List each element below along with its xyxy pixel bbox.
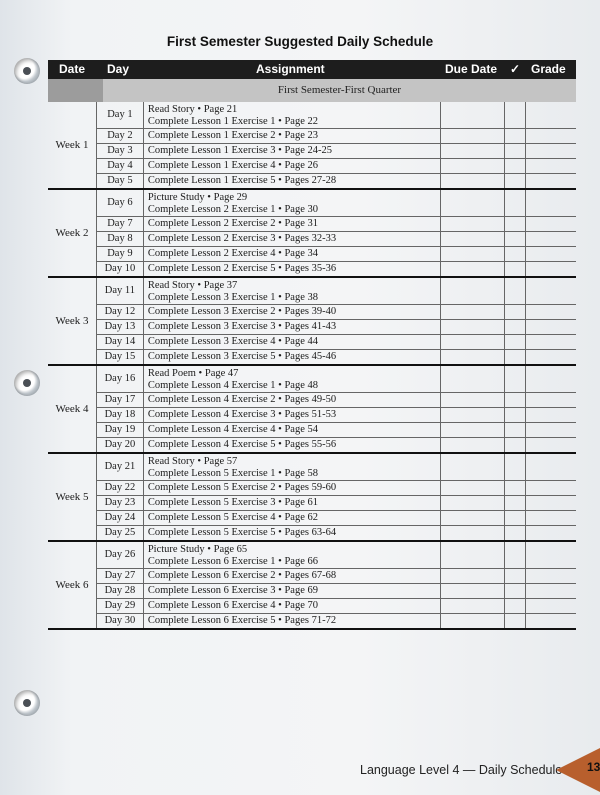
day-cell: Day 23	[96, 496, 143, 510]
assignment-line: Complete Lesson 1 Exercise 2 • Page 23	[147, 130, 318, 141]
due-date-cell[interactable]	[440, 614, 505, 628]
page-title: First Semester Suggested Daily Schedule	[166, 34, 434, 49]
assignment-cell	[143, 438, 440, 452]
due-date-cell[interactable]	[440, 102, 505, 128]
check-cell[interactable]	[504, 174, 525, 188]
week-group	[48, 454, 576, 542]
assignment-cell	[143, 335, 440, 349]
assignment-cell	[143, 423, 440, 437]
assignment-line: Complete Lesson 2 Exercise 4 • Page 34	[147, 248, 318, 259]
week-group	[48, 102, 576, 190]
assignment-line: Complete Lesson 1 Exercise 5 • Pages 27-28	[147, 175, 337, 186]
day-cell: Day 12	[96, 305, 143, 319]
week-label: Week 5	[55, 491, 89, 503]
check-cell[interactable]	[504, 320, 525, 334]
grade-cell[interactable]	[525, 190, 576, 216]
assignment-cell	[143, 599, 440, 613]
day-cell: Day 28	[96, 584, 143, 598]
table-row	[96, 569, 576, 584]
assignment-line: Complete Lesson 5 Exercise 5 • Pages 63-64	[147, 527, 337, 538]
day-cell: Day 19	[96, 423, 143, 437]
assignment-line: Complete Lesson 1 Exercise 4 • Page 26	[147, 160, 318, 171]
check-cell[interactable]	[504, 159, 525, 173]
day-cell: Day 30	[96, 614, 143, 628]
check-cell[interactable]	[504, 542, 525, 568]
check-cell[interactable]	[504, 278, 525, 304]
table-row	[96, 278, 576, 305]
grade-cell[interactable]	[525, 262, 576, 276]
assignment-cell	[143, 247, 440, 261]
due-date-cell[interactable]	[440, 247, 505, 261]
table-row	[96, 129, 576, 144]
assignment-line: Complete Lesson 5 Exercise 4 • Page 62	[147, 512, 318, 523]
due-date-cell[interactable]	[440, 144, 505, 158]
day-cell: Day 22	[96, 481, 143, 495]
day-cell: Day 3	[96, 144, 143, 158]
table-row	[96, 614, 576, 628]
due-date-cell[interactable]	[440, 511, 505, 525]
day-cell: Day 20	[96, 438, 143, 452]
week-group	[48, 366, 576, 454]
check-cell[interactable]	[504, 102, 525, 128]
assignment-cell	[143, 569, 440, 583]
assignment-line: Complete Lesson 4 Exercise 2 • Pages 49-50	[147, 394, 337, 405]
table-row	[96, 335, 576, 350]
assignment-line: Complete Lesson 4 Exercise 3 • Pages 51-53	[147, 409, 337, 420]
due-date-cell[interactable]	[440, 496, 505, 510]
check-cell[interactable]	[504, 454, 525, 480]
binder-hole-icon	[23, 699, 31, 707]
due-date-cell[interactable]	[440, 262, 505, 276]
grade-cell[interactable]	[525, 278, 576, 304]
assignment-line: Complete Lesson 2 Exercise 2 • Page 31	[147, 218, 318, 229]
assignment-cell	[143, 496, 440, 510]
grade-cell[interactable]	[525, 511, 576, 525]
grade-cell[interactable]	[525, 144, 576, 158]
table-row	[96, 366, 576, 393]
due-date-cell[interactable]	[440, 320, 505, 334]
grade-cell[interactable]	[525, 393, 576, 407]
day-cell: Day 7	[96, 217, 143, 231]
table-row	[96, 423, 576, 438]
table-row	[96, 408, 576, 423]
assignment-line: Complete Lesson 1 Exercise 1 • Page 22	[147, 116, 318, 127]
check-cell[interactable]	[504, 614, 525, 628]
due-date-cell[interactable]	[440, 217, 505, 231]
assignment-line: Complete Lesson 4 Exercise 4 • Page 54	[147, 424, 318, 435]
assignment-cell	[143, 159, 440, 173]
grade-cell[interactable]	[525, 159, 576, 173]
assignment-line: Complete Lesson 5 Exercise 1 • Page 58	[147, 468, 318, 479]
assignment-line: Complete Lesson 4 Exercise 1 • Page 48	[147, 380, 318, 391]
assignment-line: Complete Lesson 6 Exercise 3 • Page 69	[147, 585, 318, 596]
header-date: Date	[59, 62, 86, 76]
table-header	[48, 60, 576, 79]
check-cell[interactable]	[504, 423, 525, 437]
due-date-cell[interactable]	[440, 350, 505, 364]
table-row	[96, 542, 576, 569]
week-group	[48, 278, 576, 366]
header-assignment: Assignment	[256, 62, 325, 76]
assignment-line: Complete Lesson 1 Exercise 3 • Page 24-25	[147, 145, 332, 156]
due-date-cell[interactable]	[440, 408, 505, 422]
assignment-cell	[143, 262, 440, 276]
assignment-cell	[143, 393, 440, 407]
check-cell[interactable]	[504, 335, 525, 349]
day-cell: Day 9	[96, 247, 143, 261]
due-date-cell[interactable]	[440, 190, 505, 216]
week-label: Week 6	[55, 579, 89, 591]
table-row	[96, 320, 576, 335]
table-row	[96, 481, 576, 496]
page-footer: Language Level 4 — Daily Schedule	[360, 763, 563, 777]
due-date-cell[interactable]	[440, 232, 505, 246]
due-date-cell[interactable]	[440, 526, 505, 540]
assignment-cell	[143, 190, 440, 216]
grade-cell[interactable]	[525, 335, 576, 349]
day-cell: Day 16	[96, 366, 143, 392]
check-cell[interactable]	[504, 129, 525, 143]
grade-cell[interactable]	[525, 366, 576, 392]
table-row	[96, 350, 576, 364]
assignment-line: Read Story • Page 21	[147, 104, 238, 115]
table-row	[96, 393, 576, 408]
grade-cell[interactable]	[525, 526, 576, 540]
table-row	[96, 144, 576, 159]
assignment-cell	[143, 454, 440, 480]
assignment-line: Complete Lesson 5 Exercise 3 • Page 61	[147, 497, 318, 508]
table-row	[96, 511, 576, 526]
due-date-cell[interactable]	[440, 481, 505, 495]
day-cell: Day 8	[96, 232, 143, 246]
grade-cell[interactable]	[525, 350, 576, 364]
table-row	[96, 232, 576, 247]
check-cell[interactable]	[504, 599, 525, 613]
week-group	[48, 190, 576, 278]
assignment-cell	[143, 102, 440, 128]
check-cell[interactable]	[504, 247, 525, 261]
check-cell[interactable]	[504, 496, 525, 510]
quarter-band	[48, 79, 576, 102]
assignment-line: Complete Lesson 3 Exercise 1 • Page 38	[147, 292, 318, 303]
grade-cell[interactable]	[525, 217, 576, 231]
table-row	[96, 438, 576, 452]
assignment-line: Complete Lesson 5 Exercise 2 • Pages 59-60	[147, 482, 337, 493]
grade-cell[interactable]	[525, 174, 576, 188]
binder-hole-middle	[14, 370, 40, 396]
day-cell: Day 4	[96, 159, 143, 173]
table-row	[96, 599, 576, 614]
check-cell[interactable]	[504, 393, 525, 407]
due-date-cell[interactable]	[440, 542, 505, 568]
day-cell: Day 2	[96, 129, 143, 143]
day-cell: Day 11	[96, 278, 143, 304]
week-label: Week 2	[55, 227, 89, 239]
due-date-cell[interactable]	[440, 159, 505, 173]
day-cell: Day 25	[96, 526, 143, 540]
due-date-cell[interactable]	[440, 438, 505, 452]
check-cell[interactable]	[504, 481, 525, 495]
grade-cell[interactable]	[525, 614, 576, 628]
assignment-line: Complete Lesson 3 Exercise 4 • Page 44	[147, 336, 318, 347]
assignment-line: Complete Lesson 3 Exercise 5 • Pages 45-46	[147, 351, 337, 362]
assignment-line: Complete Lesson 6 Exercise 4 • Page 70	[147, 600, 318, 611]
grade-cell[interactable]	[525, 305, 576, 319]
check-cell[interactable]	[504, 438, 525, 452]
check-cell[interactable]	[504, 217, 525, 231]
check-cell[interactable]	[504, 262, 525, 276]
table-row	[96, 102, 576, 129]
due-date-cell[interactable]	[440, 454, 505, 480]
grade-cell[interactable]	[525, 423, 576, 437]
assignment-cell	[143, 305, 440, 319]
due-date-cell[interactable]	[440, 335, 505, 349]
check-cell[interactable]	[504, 366, 525, 392]
grade-cell[interactable]	[525, 438, 576, 452]
day-cell: Day 1	[96, 102, 143, 128]
day-cell: Day 21	[96, 454, 143, 480]
table-row	[96, 584, 576, 599]
check-cell[interactable]	[504, 305, 525, 319]
quarter-label: First Semester-First Quarter	[103, 79, 576, 102]
page-number: 13	[587, 760, 600, 774]
day-cell: Day 5	[96, 174, 143, 188]
check-cell[interactable]	[504, 190, 525, 216]
due-date-cell[interactable]	[440, 174, 505, 188]
week-group	[48, 542, 576, 630]
day-cell: Day 27	[96, 569, 143, 583]
grade-cell[interactable]	[525, 247, 576, 261]
check-cell[interactable]	[504, 232, 525, 246]
assignment-line: Complete Lesson 2 Exercise 3 • Pages 32-33	[147, 233, 337, 244]
assignment-line: Complete Lesson 2 Exercise 1 • Page 30	[147, 204, 318, 215]
due-date-cell[interactable]	[440, 599, 505, 613]
day-cell: Day 29	[96, 599, 143, 613]
grade-cell[interactable]	[525, 569, 576, 583]
day-cell: Day 18	[96, 408, 143, 422]
check-cell[interactable]	[504, 350, 525, 364]
assignment-line: Complete Lesson 3 Exercise 3 • Pages 41-43	[147, 321, 337, 332]
day-cell: Day 10	[96, 262, 143, 276]
binder-hole-icon	[23, 67, 31, 75]
assignment-line: Complete Lesson 2 Exercise 5 • Pages 35-36	[147, 263, 337, 274]
grade-cell[interactable]	[525, 129, 576, 143]
table-row	[96, 190, 576, 217]
assignment-cell	[143, 614, 440, 628]
check-cell[interactable]	[504, 526, 525, 540]
table-row	[96, 454, 576, 481]
assignment-cell	[143, 217, 440, 231]
table-row	[96, 217, 576, 232]
table-row	[96, 174, 576, 188]
grade-cell[interactable]	[525, 599, 576, 613]
grade-cell[interactable]	[525, 232, 576, 246]
day-cell: Day 15	[96, 350, 143, 364]
binder-hole-icon	[23, 379, 31, 387]
assignment-line: Read Poem • Page 47	[147, 368, 239, 379]
binder-hole-top	[14, 58, 40, 84]
header-grade: Grade	[531, 62, 566, 76]
assignment-cell	[143, 366, 440, 392]
assignment-line: Read Story • Page 57	[147, 456, 238, 467]
assignment-cell	[143, 481, 440, 495]
header-day: Day	[107, 62, 130, 76]
day-cell: Day 13	[96, 320, 143, 334]
day-cell: Day 24	[96, 511, 143, 525]
assignment-cell	[143, 278, 440, 304]
due-date-cell[interactable]	[440, 366, 505, 392]
day-cell: Day 26	[96, 542, 143, 568]
table-row	[96, 496, 576, 511]
day-cell: Day 14	[96, 335, 143, 349]
day-cell: Day 6	[96, 190, 143, 216]
assignment-line: Read Story • Page 37	[147, 280, 238, 291]
assignment-cell	[143, 511, 440, 525]
assignment-line: Picture Study • Page 65	[147, 544, 248, 555]
assignment-line: Complete Lesson 6 Exercise 1 • Page 66	[147, 556, 318, 567]
week-label: Week 1	[55, 139, 89, 151]
due-date-cell[interactable]	[440, 278, 505, 304]
assignment-cell	[143, 129, 440, 143]
grade-cell[interactable]	[525, 542, 576, 568]
assignment-cell	[143, 526, 440, 540]
due-date-cell[interactable]	[440, 129, 505, 143]
assignment-line: Complete Lesson 6 Exercise 5 • Pages 71-72	[147, 615, 337, 626]
grade-cell[interactable]	[525, 102, 576, 128]
week-label: Week 4	[55, 403, 89, 415]
check-cell[interactable]	[504, 144, 525, 158]
assignment-cell	[143, 320, 440, 334]
header-due-date: Due Date	[445, 62, 498, 76]
header-check: ✓	[510, 62, 521, 76]
week-label: Week 3	[55, 315, 89, 327]
table-row	[96, 247, 576, 262]
grade-cell[interactable]	[525, 496, 576, 510]
assignment-line: Picture Study • Page 29	[147, 192, 248, 203]
grade-cell[interactable]	[525, 454, 576, 480]
assignment-cell	[143, 542, 440, 568]
table-row	[96, 262, 576, 276]
table-row	[96, 159, 576, 174]
check-cell[interactable]	[504, 408, 525, 422]
grade-cell[interactable]	[525, 408, 576, 422]
day-cell: Day 17	[96, 393, 143, 407]
check-cell[interactable]	[504, 511, 525, 525]
check-cell[interactable]	[504, 569, 525, 583]
table-row	[96, 305, 576, 320]
assignment-cell	[143, 174, 440, 188]
assignment-line: Complete Lesson 6 Exercise 2 • Pages 67-68	[147, 570, 337, 581]
table-row	[96, 526, 576, 540]
grade-cell[interactable]	[525, 320, 576, 334]
grade-cell[interactable]	[525, 584, 576, 598]
schedule-table	[48, 102, 576, 630]
binder-hole-bottom	[14, 690, 40, 716]
assignment-cell	[143, 408, 440, 422]
assignment-line: Complete Lesson 4 Exercise 5 • Pages 55-56	[147, 439, 337, 450]
due-date-cell[interactable]	[440, 423, 505, 437]
due-date-cell[interactable]	[440, 305, 505, 319]
check-cell[interactable]	[504, 584, 525, 598]
assignment-cell	[143, 584, 440, 598]
due-date-cell[interactable]	[440, 584, 505, 598]
grade-cell[interactable]	[525, 481, 576, 495]
assignment-cell	[143, 144, 440, 158]
due-date-cell[interactable]	[440, 393, 505, 407]
assignment-cell	[143, 350, 440, 364]
due-date-cell[interactable]	[440, 569, 505, 583]
assignment-line: Complete Lesson 3 Exercise 2 • Pages 39-40	[147, 306, 337, 317]
assignment-cell	[143, 232, 440, 246]
